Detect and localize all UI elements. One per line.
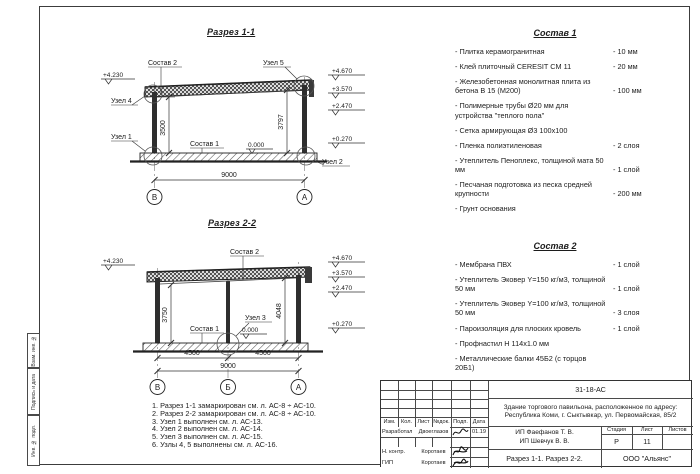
callout-sostav1: Состав 1: [190, 326, 220, 333]
comp-item-value: - 200 мм: [613, 189, 642, 199]
comp-item-name: - Железобетонная монолитная плита из бетона В 15 (М200): [455, 77, 591, 96]
tb-name-dvoeglazov: Двоеглазов: [418, 429, 449, 435]
section1-drawing: [85, 50, 445, 215]
elev-4230: +4.230: [103, 258, 124, 265]
callout-uzel3: Узел 3: [245, 315, 266, 322]
comp-item-name: - Мембрана ПВХ: [455, 260, 512, 269]
comp-item-name: - Полимерные трубы Ø20 мм для устройства "теплого пола": [455, 101, 569, 120]
axis-v: В: [151, 193, 158, 202]
comp-item-value: - 2 слоя: [613, 140, 640, 150]
callout-sostav2: Состав 2: [230, 249, 260, 256]
comp-item-name: - Утеплитель Эковер Y=100 кг/м3, толщиной 50 мм: [455, 299, 606, 318]
tb-name-korotaev2: Коротаев: [417, 457, 450, 468]
elev-0270: +0.270: [332, 321, 353, 328]
tb-object-line1: Здание торгового павильона, расположенное по адресу:: [503, 403, 678, 411]
dimensions: [152, 87, 308, 183]
tb-signature: [451, 427, 470, 437]
tb-col-ndok: №док.: [433, 419, 450, 425]
grid-bubbles: [147, 190, 312, 205]
tb-stage-col: Стадия: [606, 427, 627, 433]
tb-role-razrabotal: Разработал: [381, 427, 418, 437]
tb-date: 01.19: [472, 429, 486, 435]
comp-item-value: - 1 слой: [613, 164, 640, 174]
tb-role-nkontr: Н. контр.: [381, 447, 418, 457]
comp-item-name: - Клей плиточный CERESIT CM 11: [455, 62, 572, 72]
callout-uzel2: Узел 2: [322, 159, 343, 166]
callout-leaders: [111, 67, 353, 166]
elev-4670: +4.670: [332, 68, 353, 75]
elev-2470: +2.470: [332, 103, 353, 110]
elev-3570: +3.570: [332, 270, 353, 277]
dim-4500-right: 4500: [255, 350, 271, 357]
note-item: 4. Узел 2 выполнен см. л. АС-14.: [152, 424, 263, 434]
elev-4670: +4.670: [332, 255, 353, 262]
tb-object-line2: Республика Коми, г. Сыктывкар, ул. Первомайская, 85/2: [504, 412, 677, 419]
tb-doc-code: 31-18-АС: [575, 385, 606, 394]
composition-2: [455, 241, 691, 378]
note-item: 2. Разрез 2-2 замаркирован см. л. АС-8 ÷ АС-10.: [152, 408, 316, 418]
callout-sostav2: Состав 2: [148, 60, 178, 67]
dim-4048: 4048: [276, 303, 283, 319]
elev-2470: +2.470: [332, 285, 353, 292]
dim-3797: 3797: [278, 114, 285, 130]
tb-stage-value: Р: [614, 437, 619, 446]
comp-item-value: - 3 слоя: [613, 308, 640, 318]
composition-1: [455, 28, 691, 219]
title-block: [380, 380, 692, 467]
signature-icon: [452, 428, 469, 437]
margin-label: Подпись и дата: [30, 373, 37, 410]
callout-sostav1: Состав 1: [190, 141, 220, 148]
axis-b: Б: [225, 383, 231, 392]
comp-item-name: - Плитка керамогранитная: [455, 47, 545, 56]
margin-label: Взам. инв. №: [30, 334, 37, 367]
axis-v: В: [154, 383, 161, 392]
axis-a: А: [301, 193, 308, 202]
signature-icon: [452, 458, 469, 468]
comp-item-name: - Пленка полиэтиленовая: [455, 140, 542, 150]
margin-cell-podpis: [27, 368, 40, 415]
callout-uzel5: Узел 5: [263, 60, 284, 67]
tb-signature: [451, 457, 470, 468]
margin-cell-vzam: [27, 333, 40, 368]
tb-sheet-value: 11: [643, 437, 651, 446]
comp-item-value: - 1 слой: [613, 323, 640, 333]
signature-icon: [452, 446, 469, 457]
section1-title: Разрез 1-1: [207, 27, 256, 37]
dim-3500: 3500: [160, 120, 167, 136]
comp-item-name: - Металлические балки 45Б2 (с торцов 20Б1): [455, 353, 587, 372]
section2-title: Разрез 2-2: [208, 218, 257, 228]
margin-label: Инв. № подл.: [30, 424, 37, 457]
comp-item-value: - 20 мм: [613, 62, 638, 72]
tb-col-podp: Подп.: [453, 419, 468, 425]
elev-3570: +3.570: [332, 86, 353, 93]
tb-clients: [488, 426, 601, 449]
elev-0270: +0.270: [332, 136, 353, 143]
notes-list: [152, 402, 316, 449]
tb-list-col: Лист: [640, 427, 654, 433]
tb-col-data: Дата: [472, 419, 486, 425]
note-item: 1. Разрез 1-1 замаркирован см. л. АС-8 ÷ АС-10.: [152, 401, 316, 410]
comp-item-name: - Сетка армирующая Ø3 100х100: [455, 125, 568, 135]
axis-a: А: [295, 383, 302, 392]
tb-name-korotaev1: Коротаев: [417, 447, 450, 457]
tb-sheets-value: [662, 434, 693, 449]
dim-3750: 3750: [162, 307, 169, 323]
dim-9000: 9000: [221, 172, 237, 179]
tb-client1: ИП Фаефанов Т. В.: [515, 428, 574, 436]
comp-item-name: - Песчаная подготовка из песка средней крупности: [455, 180, 592, 199]
dim-9000: 9000: [220, 363, 236, 370]
tb-col-list: Лист: [417, 419, 430, 425]
comp-item-name: - Грунт основания: [455, 204, 516, 214]
comp-item-value: - 1 слой: [613, 260, 640, 269]
note-item: 3. Узел 1 выполнен см. л. АС-13.: [152, 416, 263, 426]
comp-item-name: - Утеплитель Эковер Y=150 кг/м3, толщиной 50 мм: [455, 275, 606, 294]
tb-company: ООО "Альянс": [622, 454, 672, 463]
tb-col-kol: Кол.: [400, 419, 413, 425]
comp-item-value: - 10 мм: [613, 47, 638, 56]
tb-listov-col: Листов: [668, 427, 687, 433]
tb-sheet-title: Разрез 1-1. Разрез 2-2.: [506, 454, 583, 463]
comp-item-name: - Пароизоляция для плоских кровель: [455, 323, 581, 333]
elev-4230: +4.230: [103, 72, 124, 79]
callout-uzel4: Узел 4: [111, 98, 132, 105]
comp-item-value: - 1 слой: [613, 284, 640, 294]
tb-client2: ИП Шевчук В. В.: [519, 437, 570, 445]
tb-col-izm: Изм.: [383, 419, 396, 425]
composition-2-title: Состав 2: [533, 241, 577, 251]
tb-object: [488, 398, 693, 426]
level-zero: 0.000: [248, 142, 265, 149]
dim-4500-left: 4500: [184, 350, 200, 357]
comp-item-value: - 100 мм: [613, 86, 642, 96]
note-item: 6. Узлы 4, 5 выполнены см. л. АС-16.: [152, 439, 278, 449]
tb-role-gip: ГИП: [381, 457, 418, 468]
note-item: 5. Узел 3 выполнен см. л. АС-15.: [152, 432, 263, 442]
tb-signature: [451, 445, 470, 457]
composition-1-title: Состав 1: [533, 28, 577, 38]
comp-item-name: - Утеплитель Пеноплекс, толщиной мата 50 мм: [455, 155, 604, 174]
callout-uzel1: Узел 1: [111, 134, 132, 141]
comp-item-name: - Профнастил Н 114х1.0 мм: [455, 338, 550, 348]
margin-cell-inv: [27, 415, 40, 466]
level-zero: 0.000: [242, 327, 259, 334]
